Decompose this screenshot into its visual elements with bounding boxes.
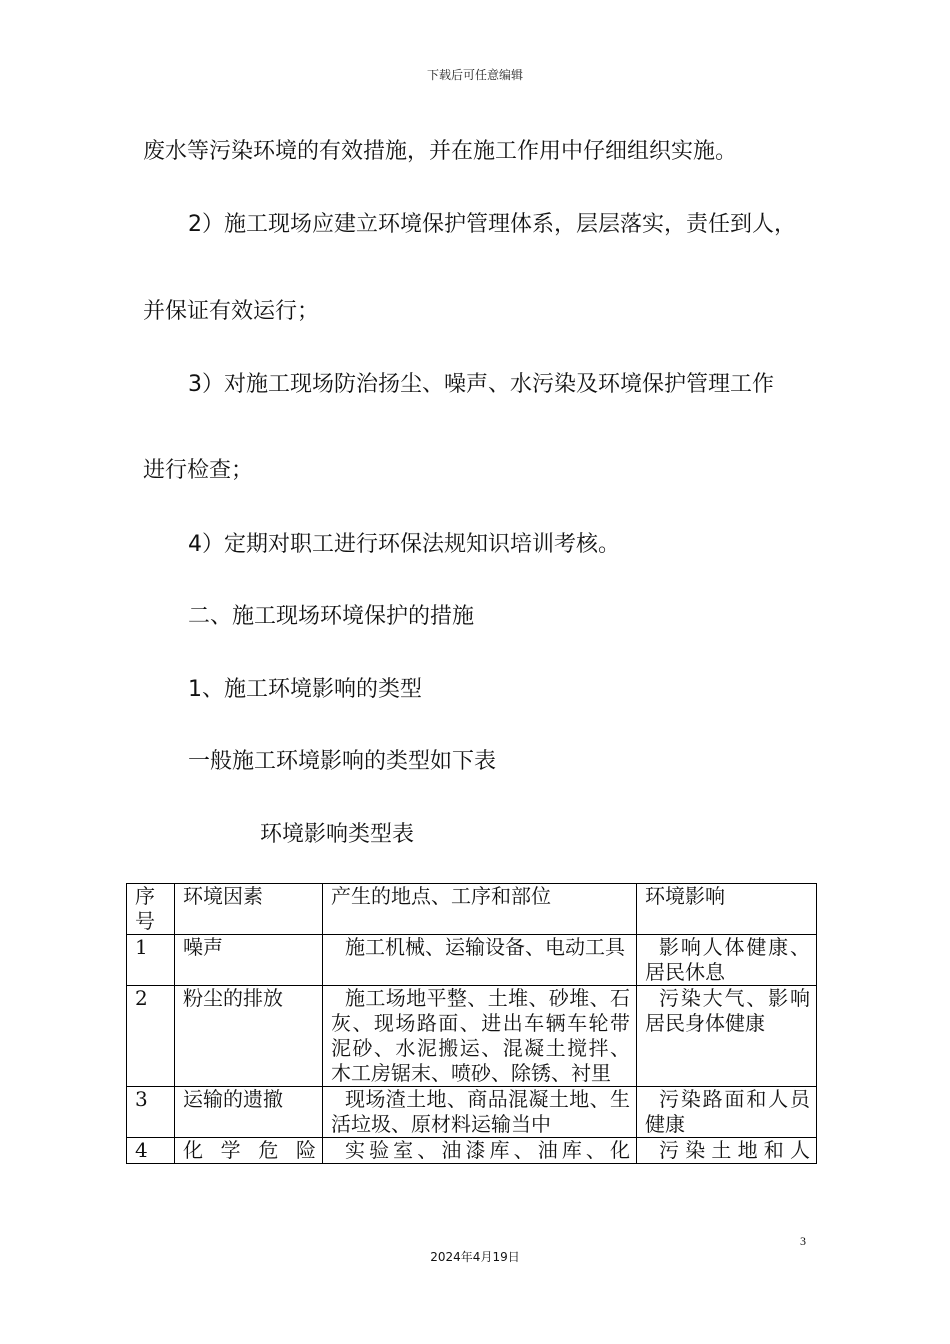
cell-index: 3 <box>127 1087 175 1138</box>
cell-factor: 粉尘的排放 <box>175 986 323 1087</box>
paragraph-continuation: 废水等污染环境的有效措施，并在施工作用中仔细组织实施。 <box>143 139 738 164</box>
cell-factor: 化学危险 <box>175 1138 323 1164</box>
table-row <box>127 1138 817 1164</box>
cell-location: 实验室、油漆库、油库、化 <box>323 1138 637 1164</box>
cell-location: 现场渣土地、商品混凝土地、生活垃圾、原材料运输当中 <box>323 1087 637 1138</box>
table-row <box>127 1087 817 1138</box>
header-cell-index: 序号 <box>127 884 175 935</box>
table-row <box>127 935 817 986</box>
header-cell-factor: 环境因素 <box>175 884 323 935</box>
page-number: 3 <box>800 1234 806 1248</box>
paragraph-item-4: 4）定期对职工进行环保法规知识培训考核。 <box>188 532 620 557</box>
header-cell-location: 产生的地点、工序和部位 <box>323 884 637 935</box>
page-footer-date: 2024年4月19日 <box>430 1250 520 1264</box>
subsection-heading: 1、施工环境影响的类型 <box>188 677 422 702</box>
paragraph-item-2-line-2: 并保证有效运行； <box>143 299 320 324</box>
table-title: 环境影响类型表 <box>260 822 415 847</box>
table-row <box>127 986 817 1087</box>
cell-impact: 污染大气、影响居民身体健康 <box>637 986 817 1087</box>
cell-index: 4 <box>127 1138 175 1164</box>
cell-factor: 运输的遗撤 <box>175 1087 323 1138</box>
table-header-row <box>127 884 817 935</box>
environment-impact-table <box>126 883 817 1164</box>
cell-index: 2 <box>127 986 175 1087</box>
cell-location: 施工场地平整、土堆、砂堆、石灰、现场路面、进出车辆车轮带泥砂、水泥搬运、混凝土搅拌、木工房锯末、喷砂、除锈、衬里 <box>323 986 637 1087</box>
cell-factor: 噪声 <box>175 935 323 986</box>
cell-index: 1 <box>127 935 175 986</box>
section-heading: 二、施工现场环境保护的措施 <box>188 604 475 629</box>
cell-location: 施工机械、运输设备、电动工具 <box>323 935 637 986</box>
cell-impact: 污染土地和人 <box>637 1138 817 1164</box>
header-cell-impact: 环境影响 <box>637 884 817 935</box>
paragraph-item-3-line-1: 3）对施工现场防治扬尘、噪声、水污染及环境保护管理工作 <box>188 372 774 397</box>
cell-impact: 污染路面和人员健康 <box>637 1087 817 1138</box>
cell-impact: 影响人体健康、居民休息 <box>637 935 817 986</box>
paragraph-item-2-line-1: 2）施工现场应建立环境保护管理体系，层层落实，责任到人， <box>188 212 796 237</box>
page-header: 下载后可任意编辑 <box>426 68 523 82</box>
table-intro: 一般施工环境影响的类型如下表 <box>188 749 497 774</box>
paragraph-item-3-line-2: 进行检查； <box>143 458 254 483</box>
